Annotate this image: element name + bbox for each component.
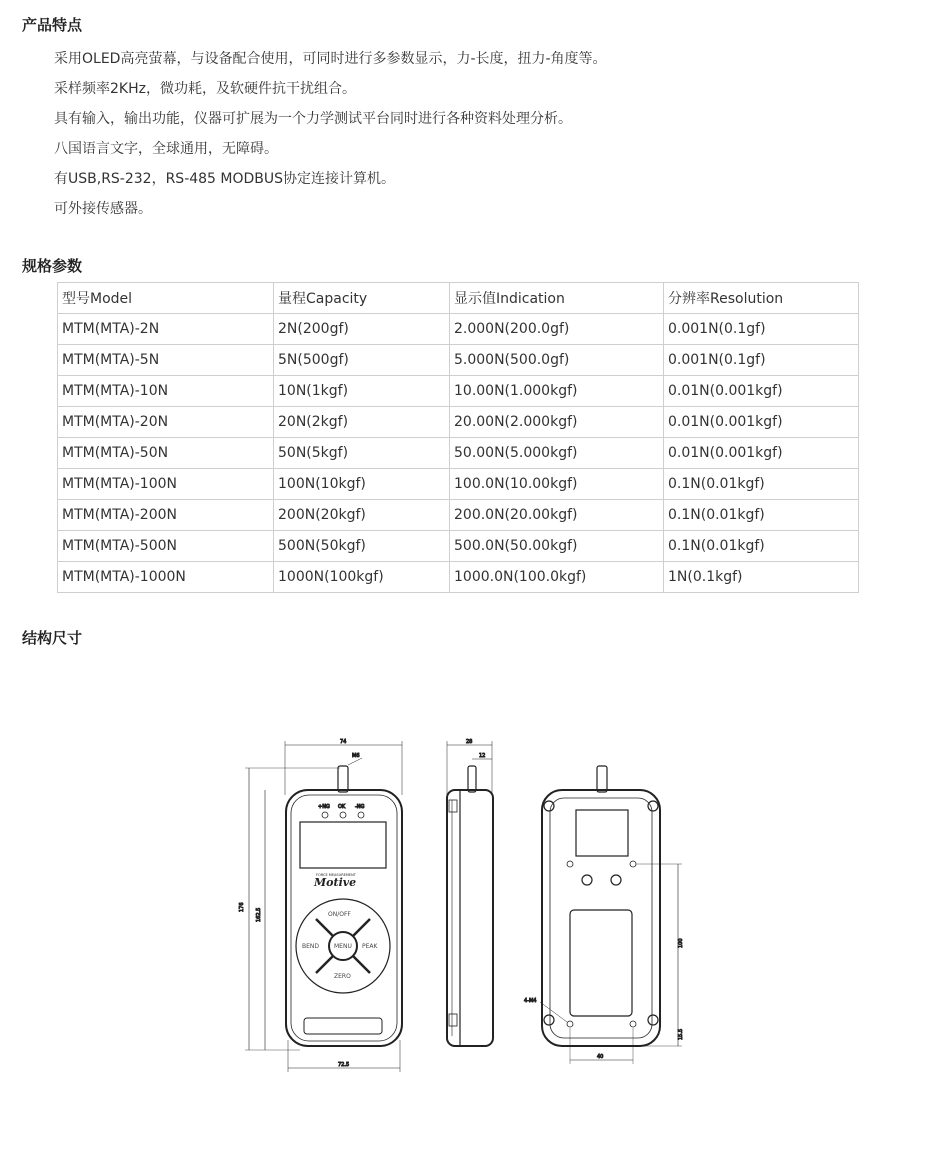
feature-item: 可外接传感器。: [54, 201, 152, 217]
dim-m6: M6: [352, 753, 360, 759]
table-row: [58, 531, 859, 562]
dim-hole-horizontal: 40: [597, 1054, 604, 1060]
table-cell: 0.01N(0.001kgf): [664, 438, 859, 469]
table-cell: 0.001N(0.1gf): [664, 345, 859, 376]
table-cell: 10N(1kgf): [274, 376, 450, 407]
header-resolution: 分辨率Resolution: [664, 283, 859, 314]
table-cell: 2.000N(200.0gf): [450, 314, 664, 345]
table-cell: 0.01N(0.001kgf): [664, 407, 859, 438]
features-list: [54, 44, 607, 224]
table-cell: 10.00N(1.000kgf): [450, 376, 664, 407]
dim-depth-inner: 12: [479, 753, 486, 759]
side-view: [447, 739, 493, 1046]
feature-item: 有USB,RS-232，RS-485 MODBUS协定连接计算机。: [54, 171, 396, 187]
table-cell: 50N(5kgf): [274, 438, 450, 469]
key-menu: MENU: [334, 943, 352, 950]
table-header-row: [58, 283, 859, 314]
table-cell: 100.0N(10.00kgf): [450, 469, 664, 500]
table-cell: 500N(50kgf): [274, 531, 450, 562]
table-cell: MTM(MTA)-100N: [58, 469, 274, 500]
dim-width-top: 74: [340, 739, 347, 745]
table-cell: 100N(10kgf): [274, 469, 450, 500]
table-cell: 0.1N(0.01kgf): [664, 531, 859, 562]
feature-item: 采样频率2KHz，微功耗，及软硬件抗干扰组合。: [54, 81, 356, 97]
dim-width-bottom: 72.5: [338, 1062, 350, 1068]
table-cell: MTM(MTA)-10N: [58, 376, 274, 407]
front-view: [239, 739, 402, 1072]
dim-height-total: 176: [239, 902, 245, 912]
key-on-off: ON/OFF: [328, 911, 351, 918]
table-cell: 2N(200gf): [274, 314, 450, 345]
led-label-plus-ng: +NG: [318, 804, 330, 810]
table-cell: 200N(20kgf): [274, 500, 450, 531]
key-peak: PEAK: [362, 943, 378, 950]
table-cell: 1000.0N(100.0kgf): [450, 562, 664, 593]
dimension-drawing: [0, 660, 934, 1100]
table-cell: 0.01N(0.001kgf): [664, 376, 859, 407]
table-cell: MTM(MTA)-1000N: [58, 562, 274, 593]
table-cell: MTM(MTA)-500N: [58, 531, 274, 562]
brand-small: FORCE MEASUREMENT: [316, 873, 356, 877]
table-row: [58, 562, 859, 593]
specs-table: [57, 282, 859, 593]
table-cell: 1000N(100kgf): [274, 562, 450, 593]
dimensions-title: 结构尺寸: [22, 629, 83, 647]
table-row: [58, 407, 859, 438]
table-cell: 0.1N(0.01kgf): [664, 469, 859, 500]
table-cell: 5.000N(500.0gf): [450, 345, 664, 376]
led-label-ok: OK: [338, 804, 346, 810]
brand-logo: Motive: [314, 876, 357, 889]
feature-item: 八国语言文字，全球通用，无障碍。: [54, 141, 278, 157]
table-cell: 1N(0.1kgf): [664, 562, 859, 593]
key-bend: BEND: [302, 943, 320, 950]
table-body: [58, 314, 859, 593]
table-row: [58, 345, 859, 376]
table-cell: 0.001N(0.1gf): [664, 314, 859, 345]
dim-screw: 4-M4: [524, 998, 537, 1004]
feature-item: 具有输入，输出功能，仪器可扩展为一个力学测试平台同时进行各种资料处理分析。: [54, 111, 572, 127]
screen: [300, 822, 386, 868]
header-capacity: 量程Capacity: [274, 283, 450, 314]
table-cell: 20N(2kgf): [274, 407, 450, 438]
header-indication: 显示值Indication: [450, 283, 664, 314]
dim-depth: 28: [466, 739, 473, 745]
table-cell: MTM(MTA)-200N: [58, 500, 274, 531]
header-model: 型号Model: [58, 283, 274, 314]
table-row: [58, 469, 859, 500]
table-cell: MTM(MTA)-2N: [58, 314, 274, 345]
table-row: [58, 314, 859, 345]
table-cell: 20.00N(2.000kgf): [450, 407, 664, 438]
table-row: [58, 438, 859, 469]
table-cell: MTM(MTA)-20N: [58, 407, 274, 438]
table-cell: 500.0N(50.00kgf): [450, 531, 664, 562]
specs-title: 规格参数: [22, 257, 83, 275]
feature-item: 采用OLED高亮萤幕，与设备配合使用，可同时进行多参数显示，力-长度，扭力-角度等。: [54, 51, 607, 67]
led-label-minus-ng: -NG: [355, 804, 365, 810]
key-zero: ZERO: [334, 973, 351, 980]
table-cell: 50.00N(5.000kgf): [450, 438, 664, 469]
table-cell: MTM(MTA)-5N: [58, 345, 274, 376]
back-view: [524, 766, 684, 1064]
dim-hole-bottom: 15.5: [678, 1028, 684, 1040]
features-title: 产品特点: [22, 16, 83, 34]
dim-height-body: 162.5: [256, 907, 262, 922]
table-row: [58, 376, 859, 407]
dim-hole-vertical: 100: [678, 938, 684, 948]
table-cell: 200.0N(20.00kgf): [450, 500, 664, 531]
table-cell: MTM(MTA)-50N: [58, 438, 274, 469]
table-row: [58, 500, 859, 531]
table-cell: 5N(500gf): [274, 345, 450, 376]
table-cell: 0.1N(0.01kgf): [664, 500, 859, 531]
